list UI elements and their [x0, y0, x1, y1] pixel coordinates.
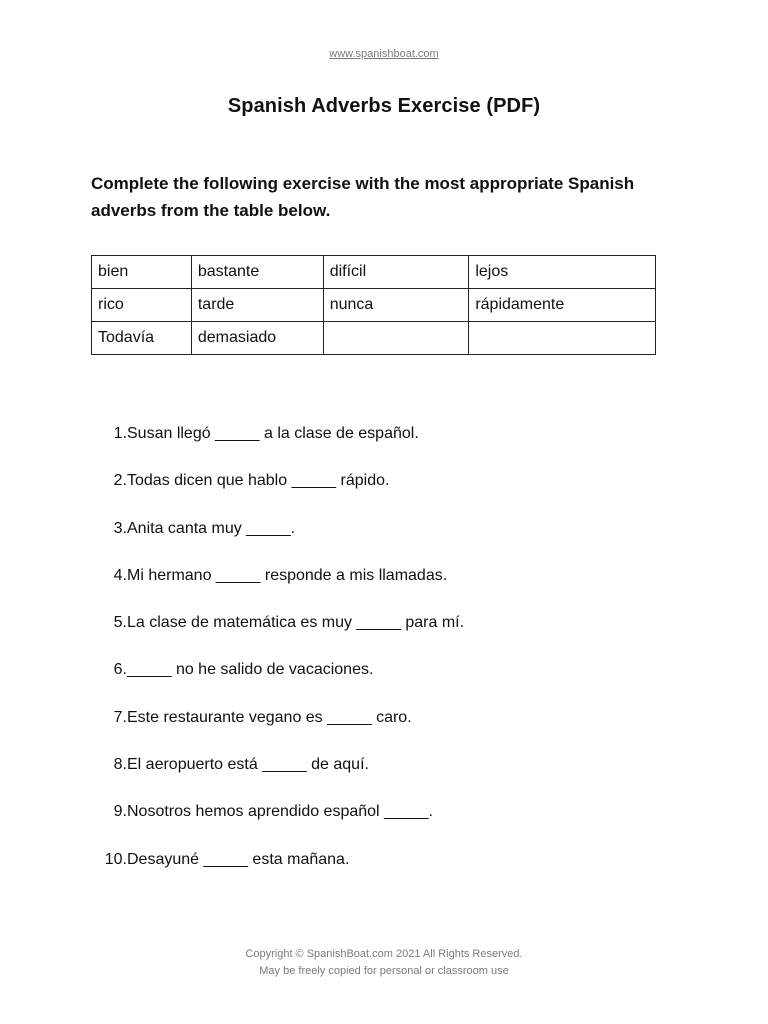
exercise-sentence: Susan llegó _____ a la clase de español. — [127, 425, 419, 442]
table-cell — [323, 322, 469, 355]
exercise-item — [91, 751, 711, 798]
exercise-number: 7. — [113, 708, 127, 726]
exercise-sentence: Anita canta muy _____. — [127, 519, 296, 537]
exercise-number: 8. — [113, 756, 127, 774]
table-cell: lejos — [469, 256, 656, 289]
exercise-sentence: Mi hermano _____ responde a mis llamadas. — [127, 566, 448, 584]
table-row — [92, 322, 656, 355]
table-row — [92, 289, 656, 322]
table-cell: rápidamente — [469, 289, 656, 322]
site-link[interactable]: www.spanishboat.com — [329, 48, 439, 60]
exercise-item — [91, 704, 711, 751]
exercise-number: 1. — [113, 425, 127, 442]
exercise-item — [91, 515, 711, 562]
exercise-sentence: Todas dicen que hablo _____ rápido. — [127, 472, 390, 490]
adverb-table — [91, 255, 656, 355]
table-cell: bastante — [191, 256, 323, 289]
table-cell: tarde — [191, 289, 323, 322]
page-footer — [0, 946, 768, 980]
exercise-number: 4. — [113, 566, 127, 584]
exercise-item — [91, 846, 711, 893]
exercise-number: 5. — [113, 614, 127, 632]
exercise-sentence: Nosotros hemos aprendido español _____. — [127, 803, 433, 821]
table-cell: Todavía — [92, 322, 192, 355]
table-cell: bien — [92, 256, 192, 289]
exercise-number: 3. — [113, 519, 127, 537]
table-cell: nunca — [323, 289, 469, 322]
exercise-sentence: Este restaurante vegano es _____ caro. — [127, 708, 412, 726]
exercise-sentence: _____ no he salido de vacaciones. — [127, 661, 374, 679]
exercise-sentence: La clase de matemática es muy _____ para mí. — [127, 614, 465, 632]
usage-note: May be freely copied for personal or classroom use — [259, 965, 509, 977]
exercise-item — [91, 798, 711, 845]
exercise-item — [91, 467, 711, 514]
table-cell: difícil — [323, 256, 469, 289]
page-title: Spanish Adverbs Exercise (PDF) — [227, 95, 541, 117]
exercise-sentence: El aeropuerto está _____ de aquí. — [127, 756, 369, 774]
exercise-item — [91, 420, 711, 467]
exercise-item — [91, 656, 711, 703]
table-cell: rico — [92, 289, 192, 322]
copyright-text: Copyright © SpanishBoat.com 2021 All Rights Reserved. — [245, 948, 523, 960]
table-cell: demasiado — [191, 322, 323, 355]
exercise-number: 10. — [104, 850, 127, 868]
table-row — [92, 256, 656, 289]
table-cell — [469, 322, 656, 355]
exercise-item — [91, 609, 711, 656]
exercise-sentence: Desayuné _____ esta mañana. — [127, 850, 350, 868]
exercise-item — [91, 562, 711, 609]
exercise-list — [91, 420, 711, 893]
exercise-number: 2. — [113, 472, 127, 490]
exercise-number: 9. — [113, 803, 127, 821]
exercise-number: 6. — [113, 661, 127, 679]
instructions-text: Complete the following exercise with the most appropriate Spanish adverbs from the table below. — [91, 174, 635, 220]
